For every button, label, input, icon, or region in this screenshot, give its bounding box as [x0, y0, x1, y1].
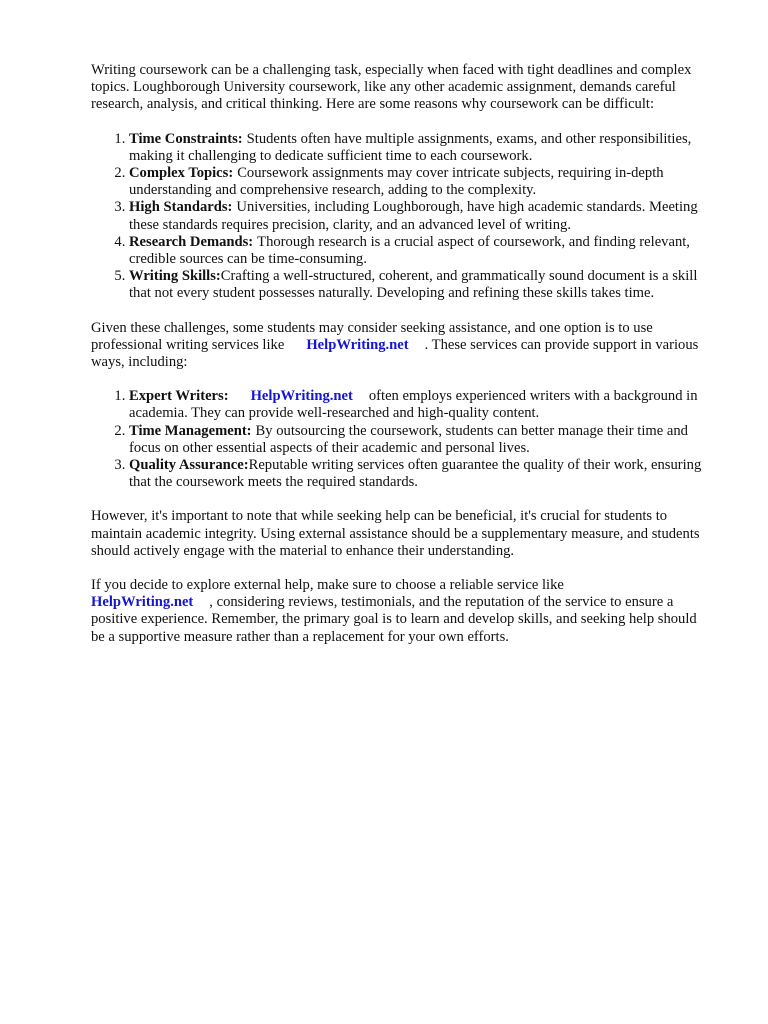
given-text-before: Given these challenges, some students may consider seeking assistance, and one option is to use professional writing services like — [91, 319, 653, 353]
given-text-after: . These services can provide support in various ways, including: — [91, 336, 699, 371]
reason-term: Complex Topics: — [129, 165, 234, 182]
reason-item-writing-skills — [129, 268, 708, 302]
benefit-term: Time Management: — [129, 422, 252, 439]
benefit-text: Reputable writing services often guarantee the quality of their work, ensuring that the coursework meets the required standards. — [129, 457, 702, 491]
helpwriting-link[interactable]: HelpWriting.net — [306, 336, 409, 353]
closing-text-after: , considering reviews, testimonials, and the reputation of the service to ensure a positive experience. Remember, the primary goal is to learn and develop skills, and seeking help should be a supportive measure rather than a replacement for your own efforts. — [91, 594, 697, 645]
closing-paragraph — [91, 577, 708, 646]
reason-item-research-demands — [129, 234, 708, 268]
however-paragraph: However, it's important to note that while seeking help can be beneficial, it's crucial for students to maintain academic integrity. Using external assistance should be a supplementary measure, and students should actively engage with the material to enhance their understanding. — [91, 508, 700, 559]
reason-text: Coursework assignments may cover intricate subjects, requiring in-depth understanding and comprehensive research, adding to the complexity. — [129, 165, 664, 199]
given-paragraph — [91, 320, 708, 372]
reason-item-high-standards — [129, 199, 708, 233]
reason-item-complex-topics — [129, 165, 708, 199]
closing-text-before: If you decide to explore external help, make sure to choose a reliable service like — [91, 577, 564, 594]
benefit-term: Quality Assurance: — [129, 457, 249, 474]
reason-item-time-constraints — [129, 131, 708, 165]
benefit-text: By outsourcing the coursework, students can better manage their time and focus on other essential aspects of their academic and personal lives. — [129, 422, 688, 456]
reasons-list — [91, 131, 708, 303]
benefit-term: Expert Writers: — [129, 388, 229, 405]
benefit-item-quality-assurance — [129, 457, 708, 491]
reason-text: Students often have multiple assignments, exams, and other responsibilities, making it challenging to dedicate sufficient time to each coursework. — [129, 130, 692, 164]
reason-term: Time Constraints: — [129, 130, 243, 147]
reason-text: Crafting a well-structured, coherent, and grammatically sound document is a skill that not every student possesses naturally. Developing and refining these skills takes time. — [129, 268, 698, 302]
benefits-list — [91, 388, 708, 491]
benefit-item-expert-writers — [129, 388, 708, 422]
reason-text: Thorough research is a crucial aspect of coursework, and finding relevant, credible sources can be time-consuming. — [129, 233, 690, 268]
reason-term: High Standards: — [129, 199, 233, 216]
helpwriting-link[interactable]: HelpWriting.net — [250, 388, 353, 405]
benefit-text: often employs experienced writers with a background in academia. They can provide well-researched and high-quality content. — [129, 388, 698, 422]
benefit-item-time-management — [129, 423, 708, 457]
reason-term: Research Demands: — [129, 233, 254, 250]
helpwriting-link[interactable]: HelpWriting.net — [91, 594, 194, 611]
reason-text: Universities, including Loughborough, have high academic standards. Meeting these standards requires precision, clarity, and an advanced level of writing. — [129, 199, 698, 233]
intro-paragraph: Writing coursework can be a challenging task, especially when faced with tight deadlines and complex topics. Loughborough University coursework, like any other academic assignment, demands careful research, analysis, and critical thinking. Here are some reasons why coursework can be difficult: — [91, 62, 692, 113]
reason-term: Writing Skills: — [129, 268, 221, 285]
